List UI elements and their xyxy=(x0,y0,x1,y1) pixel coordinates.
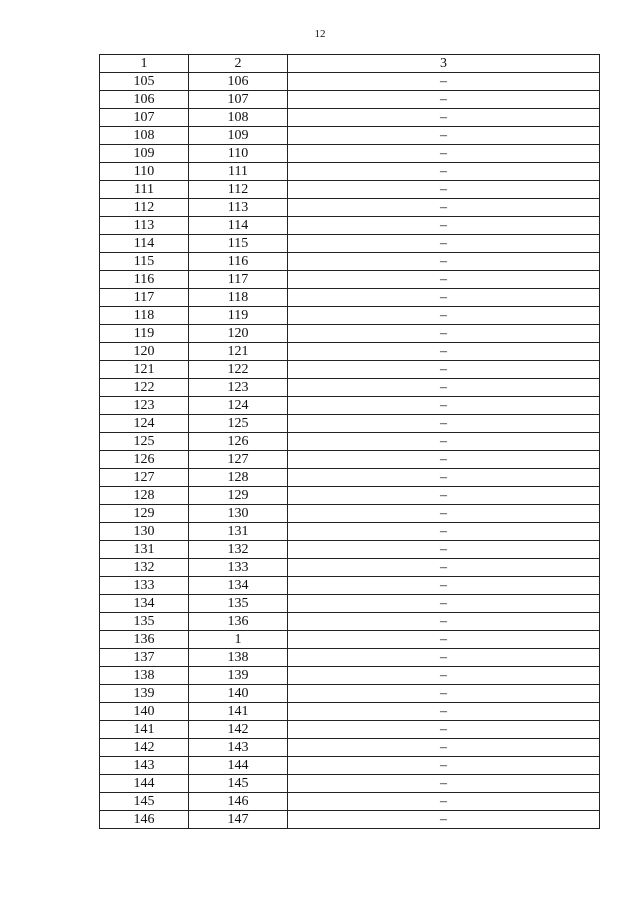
table-row xyxy=(100,73,600,91)
table-cell-col3: – xyxy=(288,271,600,289)
table-cell-col1: 107 xyxy=(100,109,189,127)
table-cell-col1: 109 xyxy=(100,145,189,163)
table-cell-col1: 132 xyxy=(100,559,189,577)
table-cell-col2: 115 xyxy=(189,235,288,253)
table-row xyxy=(100,793,600,811)
table-cell-col3: – xyxy=(288,91,600,109)
table-row xyxy=(100,685,600,703)
table-cell-col2: 118 xyxy=(189,289,288,307)
table-cell-col2: 108 xyxy=(189,109,288,127)
table-cell-col3: – xyxy=(288,181,600,199)
table-row xyxy=(100,811,600,829)
table-cell-col3: – xyxy=(288,685,600,703)
table-cell-col1: 110 xyxy=(100,163,189,181)
table-cell-col3: – xyxy=(288,469,600,487)
table-cell-col3: – xyxy=(288,109,600,127)
table-cell-col2: 145 xyxy=(189,775,288,793)
table-cell-col1: 139 xyxy=(100,685,189,703)
table-cell-col1: 144 xyxy=(100,775,189,793)
table-cell-col3: – xyxy=(288,631,600,649)
table-cell-col1: 112 xyxy=(100,199,189,217)
table-cell-col2: 144 xyxy=(189,757,288,775)
table-cell-col2: 119 xyxy=(189,307,288,325)
table-cell-col1: 108 xyxy=(100,127,189,145)
table-cell-col2: 128 xyxy=(189,469,288,487)
page-number: 12 xyxy=(314,28,326,40)
table-row xyxy=(100,541,600,559)
table-cell-col2: 116 xyxy=(189,253,288,271)
table-cell-col3: – xyxy=(288,577,600,595)
table-cell-col1: 123 xyxy=(100,397,189,415)
table-cell-col2: 117 xyxy=(189,271,288,289)
table-cell-col3: – xyxy=(288,739,600,757)
table-cell-col2: 1 xyxy=(189,631,288,649)
table-row xyxy=(100,523,600,541)
table-cell-col3: – xyxy=(288,667,600,685)
table-cell-col2: 124 xyxy=(189,397,288,415)
table-row xyxy=(100,775,600,793)
table-cell-col2: 130 xyxy=(189,505,288,523)
table-cell-col2: 123 xyxy=(189,379,288,397)
table-cell-col3: – xyxy=(288,793,600,811)
table-cell-col3: – xyxy=(288,163,600,181)
table-cell-col2: 146 xyxy=(189,793,288,811)
table-cell-col2: 121 xyxy=(189,343,288,361)
table-cell-col2: 109 xyxy=(189,127,288,145)
table-cell-col1: 126 xyxy=(100,451,189,469)
table-row xyxy=(100,325,600,343)
table-cell-col1: 130 xyxy=(100,523,189,541)
table-cell-col2: 114 xyxy=(189,217,288,235)
table-row xyxy=(100,613,600,631)
table-cell-col1: 124 xyxy=(100,415,189,433)
table-cell-col3: – xyxy=(288,415,600,433)
table-cell-col3: – xyxy=(288,217,600,235)
table-cell-col1: 143 xyxy=(100,757,189,775)
table-row xyxy=(100,649,600,667)
table-cell-col3: – xyxy=(288,811,600,829)
table-cell-col1: 131 xyxy=(100,541,189,559)
table-cell-col1: 128 xyxy=(100,487,189,505)
table-row xyxy=(100,577,600,595)
table-cell-col2: 142 xyxy=(189,721,288,739)
table-cell-col3: – xyxy=(288,307,600,325)
table-row xyxy=(100,217,600,235)
table-row xyxy=(100,703,600,721)
table-cell-col3: – xyxy=(288,505,600,523)
table-cell-col1: 119 xyxy=(100,325,189,343)
table-row xyxy=(100,631,600,649)
table-row xyxy=(100,343,600,361)
table-row xyxy=(100,451,600,469)
table-cell-col3: – xyxy=(288,433,600,451)
table-cell-col2: 107 xyxy=(189,91,288,109)
table-row xyxy=(100,433,600,451)
table-row xyxy=(100,595,600,613)
table-cell-col1: 145 xyxy=(100,793,189,811)
table-cell-col2: 110 xyxy=(189,145,288,163)
table-row xyxy=(100,757,600,775)
table-row xyxy=(100,559,600,577)
table-cell-col1: 117 xyxy=(100,289,189,307)
column-header-1: 1 xyxy=(100,55,189,73)
table-cell-col3: – xyxy=(288,649,600,667)
table-cell-col2: 126 xyxy=(189,433,288,451)
table-cell-col3: – xyxy=(288,595,600,613)
table-cell-col1: 115 xyxy=(100,253,189,271)
table-row xyxy=(100,109,600,127)
table-row xyxy=(100,469,600,487)
table-cell-col3: – xyxy=(288,703,600,721)
table-body xyxy=(100,73,600,829)
table-cell-col2: 106 xyxy=(189,73,288,91)
data-table xyxy=(99,54,600,829)
table-cell-col1: 141 xyxy=(100,721,189,739)
table-row xyxy=(100,253,600,271)
table-cell-col1: 136 xyxy=(100,631,189,649)
table-cell-col3: – xyxy=(288,343,600,361)
table-cell-col3: – xyxy=(288,613,600,631)
table-cell-col2: 135 xyxy=(189,595,288,613)
table-cell-col3: – xyxy=(288,721,600,739)
table-cell-col2: 147 xyxy=(189,811,288,829)
table-cell-col2: 141 xyxy=(189,703,288,721)
table-cell-col1: 135 xyxy=(100,613,189,631)
table-row xyxy=(100,145,600,163)
table-cell-col3: – xyxy=(288,487,600,505)
table-cell-col3: – xyxy=(288,451,600,469)
table-cell-col1: 129 xyxy=(100,505,189,523)
table-cell-col1: 118 xyxy=(100,307,189,325)
table-cell-col2: 140 xyxy=(189,685,288,703)
table-row xyxy=(100,271,600,289)
table-cell-col2: 113 xyxy=(189,199,288,217)
table-row xyxy=(100,721,600,739)
table-cell-col2: 138 xyxy=(189,649,288,667)
table-row xyxy=(100,667,600,685)
table-row xyxy=(100,739,600,757)
table-cell-col1: 122 xyxy=(100,379,189,397)
table-cell-col2: 129 xyxy=(189,487,288,505)
table-cell-col1: 137 xyxy=(100,649,189,667)
table-cell-col2: 139 xyxy=(189,667,288,685)
table-row xyxy=(100,361,600,379)
table-cell-col1: 146 xyxy=(100,811,189,829)
table-cell-col1: 114 xyxy=(100,235,189,253)
table-cell-col1: 138 xyxy=(100,667,189,685)
table-row xyxy=(100,235,600,253)
table-cell-col2: 111 xyxy=(189,163,288,181)
table-header-row xyxy=(100,55,600,73)
table-row xyxy=(100,379,600,397)
table-row xyxy=(100,487,600,505)
table-row xyxy=(100,289,600,307)
table-cell-col2: 120 xyxy=(189,325,288,343)
table-row xyxy=(100,91,600,109)
table-cell-col1: 105 xyxy=(100,73,189,91)
table-cell-col1: 127 xyxy=(100,469,189,487)
table-cell-col3: – xyxy=(288,199,600,217)
column-header-2: 2 xyxy=(189,55,288,73)
table-cell-col2: 134 xyxy=(189,577,288,595)
table-row xyxy=(100,181,600,199)
table-cell-col3: – xyxy=(288,253,600,271)
table-cell-col3: – xyxy=(288,325,600,343)
table-row xyxy=(100,397,600,415)
table-cell-col1: 134 xyxy=(100,595,189,613)
table-cell-col3: – xyxy=(288,73,600,91)
table-cell-col3: – xyxy=(288,361,600,379)
table-cell-col2: 125 xyxy=(189,415,288,433)
table-cell-col3: – xyxy=(288,523,600,541)
data-table-container xyxy=(99,54,600,829)
table-cell-col3: – xyxy=(288,235,600,253)
table-row xyxy=(100,505,600,523)
table-cell-col2: 112 xyxy=(189,181,288,199)
table-cell-col2: 131 xyxy=(189,523,288,541)
table-cell-col2: 132 xyxy=(189,541,288,559)
table-cell-col1: 116 xyxy=(100,271,189,289)
table-cell-col1: 140 xyxy=(100,703,189,721)
table-cell-col1: 106 xyxy=(100,91,189,109)
table-row xyxy=(100,127,600,145)
table-row xyxy=(100,163,600,181)
table-cell-col3: – xyxy=(288,145,600,163)
column-header-3: 3 xyxy=(288,55,600,73)
table-cell-col1: 133 xyxy=(100,577,189,595)
table-cell-col3: – xyxy=(288,289,600,307)
table-cell-col2: 122 xyxy=(189,361,288,379)
table-cell-col1: 121 xyxy=(100,361,189,379)
table-cell-col1: 113 xyxy=(100,217,189,235)
table-cell-col2: 143 xyxy=(189,739,288,757)
table-cell-col1: 111 xyxy=(100,181,189,199)
table-row xyxy=(100,199,600,217)
table-row xyxy=(100,307,600,325)
table-cell-col3: – xyxy=(288,379,600,397)
table-cell-col3: – xyxy=(288,757,600,775)
table-cell-col3: – xyxy=(288,397,600,415)
table-cell-col2: 136 xyxy=(189,613,288,631)
table-cell-col1: 142 xyxy=(100,739,189,757)
table-cell-col3: – xyxy=(288,559,600,577)
table-cell-col3: – xyxy=(288,541,600,559)
table-cell-col2: 133 xyxy=(189,559,288,577)
table-row xyxy=(100,415,600,433)
table-cell-col1: 120 xyxy=(100,343,189,361)
table-cell-col1: 125 xyxy=(100,433,189,451)
table-cell-col2: 127 xyxy=(189,451,288,469)
table-cell-col3: – xyxy=(288,775,600,793)
table-cell-col3: – xyxy=(288,127,600,145)
